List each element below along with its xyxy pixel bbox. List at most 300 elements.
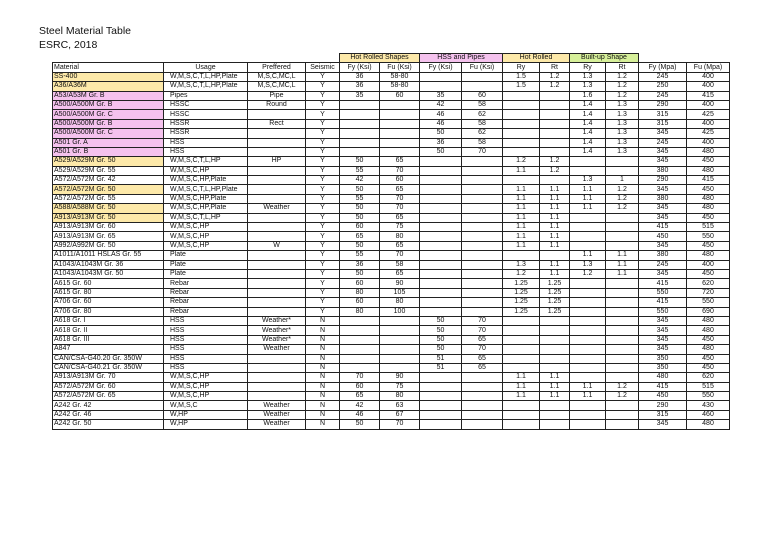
cell-hr-rt: 1.2 (540, 82, 570, 91)
cell-hot-fy-ksi: 50 (340, 269, 380, 278)
col-header-hss-fu-ksi: Fu (Ksi) (462, 63, 503, 72)
cell-bu-rt: 1.3 (606, 147, 639, 156)
cell-fu-mpa: 400 (687, 119, 730, 128)
table-row (53, 232, 730, 241)
cell-hr-rt (540, 420, 570, 429)
cell-hr-ry (503, 119, 540, 128)
cell-preferred: Weather* (248, 316, 306, 325)
cell-material: A706 Gr. 80 (53, 307, 164, 316)
cell-hss-fy-ksi (420, 213, 462, 222)
cell-bu-rt (606, 326, 639, 335)
cell-usage: W,HP (164, 410, 248, 419)
cell-hr-ry: 1.25 (503, 288, 540, 297)
cell-bu-rt (606, 213, 639, 222)
cell-preferred (248, 260, 306, 269)
col-header-seismic: Seismic (306, 63, 340, 72)
cell-material: A500/A500M Gr. B (53, 100, 164, 109)
cell-seismic: Y (306, 279, 340, 288)
cell-fu-mpa: 450 (687, 213, 730, 222)
cell-hr-ry: 1.25 (503, 279, 540, 288)
cell-hr-ry: 1.1 (503, 241, 540, 250)
cell-hss-fy-ksi: 50 (420, 129, 462, 138)
cell-material: A847 (53, 345, 164, 354)
table-row (53, 279, 730, 288)
cell-hot-fu-ksi: 70 (380, 251, 420, 260)
cell-hot-fy-ksi: 36 (340, 72, 380, 81)
cell-seismic: Y (306, 269, 340, 278)
cell-hot-fy-ksi: 36 (340, 82, 380, 91)
cell-bu-ry (570, 166, 606, 175)
cell-hss-fu-ksi (462, 82, 503, 91)
cell-hr-ry (503, 420, 540, 429)
cell-hr-ry: 1.1 (503, 185, 540, 194)
cell-hr-ry: 1.5 (503, 72, 540, 81)
cell-hot-fy-ksi: 50 (340, 157, 380, 166)
cell-hss-fy-ksi (420, 420, 462, 429)
cell-seismic: N (306, 345, 340, 354)
cell-fy-mpa: 345 (639, 213, 687, 222)
cell-preferred: Weather (248, 420, 306, 429)
table-row (53, 326, 730, 335)
cell-hss-fy-ksi (420, 307, 462, 316)
cell-fy-mpa: 550 (639, 288, 687, 297)
cell-hot-fu-ksi: 67 (380, 410, 420, 419)
cell-hot-fy-ksi: 65 (340, 392, 380, 401)
cell-preferred: Round (248, 100, 306, 109)
cell-hot-fy-ksi (340, 119, 380, 128)
cell-usage: Rebar (164, 298, 248, 307)
cell-hot-fu-ksi (380, 316, 420, 325)
cell-hss-fy-ksi: 50 (420, 345, 462, 354)
table-row (53, 176, 730, 185)
cell-hss-fu-ksi (462, 420, 503, 429)
cell-material: A913/A913M Gr. 70 (53, 373, 164, 382)
cell-hr-ry: 1.1 (503, 213, 540, 222)
cell-hr-rt: 1.1 (540, 232, 570, 241)
table-row (53, 194, 730, 203)
cell-material: A572/A572M Gr. 55 (53, 194, 164, 203)
cell-hss-fy-ksi (420, 204, 462, 213)
cell-hss-fy-ksi (420, 288, 462, 297)
cell-bu-ry (570, 241, 606, 250)
cell-fu-mpa: 450 (687, 269, 730, 278)
cell-hr-ry (503, 354, 540, 363)
cell-fu-mpa: 480 (687, 147, 730, 156)
cell-preferred: Weather* (248, 326, 306, 335)
cell-usage: W,M,S,C,T,L,HP (164, 213, 248, 222)
cell-bu-rt (606, 166, 639, 175)
cell-seismic: N (306, 392, 340, 401)
cell-fy-mpa: 345 (639, 326, 687, 335)
cell-material: CAN/CSA-G40.20 Gr. 350W (53, 354, 164, 363)
cell-preferred (248, 373, 306, 382)
cell-hr-rt (540, 91, 570, 100)
cell-preferred (248, 129, 306, 138)
cell-preferred: Pipe (248, 91, 306, 100)
cell-usage: Pipes (164, 91, 248, 100)
cell-bu-ry (570, 410, 606, 419)
cell-hr-ry: 1.3 (503, 260, 540, 269)
col-header-hot-fu-ksi: Fu (Ksi) (380, 63, 420, 72)
cell-seismic: N (306, 354, 340, 363)
cell-hr-rt: 1.25 (540, 307, 570, 316)
table-row (53, 110, 730, 119)
cell-fu-mpa: 690 (687, 307, 730, 316)
cell-fu-mpa: 550 (687, 298, 730, 307)
cell-fy-mpa: 315 (639, 410, 687, 419)
cell-hot-fu-ksi (380, 110, 420, 119)
cell-usage: W,M,S,C,HP (164, 232, 248, 241)
cell-seismic: Y (306, 157, 340, 166)
table-row (53, 354, 730, 363)
cell-seismic: Y (306, 223, 340, 232)
cell-hot-fy-ksi (340, 147, 380, 156)
cell-bu-ry: 1.1 (570, 392, 606, 401)
cell-fy-mpa: 245 (639, 72, 687, 81)
cell-hot-fu-ksi (380, 345, 420, 354)
cell-hot-fu-ksi (380, 138, 420, 147)
cell-hss-fu-ksi: 65 (462, 363, 503, 372)
cell-hr-rt: 1.2 (540, 72, 570, 81)
cell-bu-ry: 1.1 (570, 382, 606, 391)
cell-fu-mpa: 425 (687, 110, 730, 119)
cell-seismic: Y (306, 298, 340, 307)
cell-hr-rt (540, 138, 570, 147)
cell-material: A1043/A1043M Gr. 50 (53, 269, 164, 278)
cell-fu-mpa: 450 (687, 185, 730, 194)
cell-hot-fy-ksi (340, 354, 380, 363)
cell-bu-rt: 1.2 (606, 185, 639, 194)
cell-hot-fy-ksi: 36 (340, 260, 380, 269)
cell-hot-fu-ksi: 70 (380, 166, 420, 175)
cell-hr-rt: 1.1 (540, 373, 570, 382)
cell-hss-fy-ksi (420, 185, 462, 194)
cell-bu-ry: 1.4 (570, 147, 606, 156)
cell-bu-ry: 1.4 (570, 100, 606, 109)
cell-hr-rt (540, 176, 570, 185)
cell-hot-fu-ksi: 58-80 (380, 72, 420, 81)
cell-seismic: Y (306, 91, 340, 100)
cell-fy-mpa: 550 (639, 307, 687, 316)
cell-preferred (248, 147, 306, 156)
cell-hot-fu-ksi (380, 354, 420, 363)
cell-hot-fu-ksi: 65 (380, 185, 420, 194)
cell-hot-fu-ksi (380, 147, 420, 156)
cell-fy-mpa: 345 (639, 129, 687, 138)
cell-hot-fy-ksi (340, 335, 380, 344)
table-row (53, 307, 730, 316)
table-row (53, 316, 730, 325)
cell-hss-fy-ksi (420, 279, 462, 288)
cell-bu-rt (606, 241, 639, 250)
group-built-up-shape: Built-up Shape (570, 54, 639, 63)
cell-preferred: Weather (248, 345, 306, 354)
cell-preferred: M,S,C,MC,L (248, 82, 306, 91)
cell-bu-ry (570, 213, 606, 222)
cell-fy-mpa: 345 (639, 316, 687, 325)
cell-fy-mpa: 415 (639, 298, 687, 307)
cell-hot-fu-ksi: 105 (380, 288, 420, 297)
cell-seismic: Y (306, 251, 340, 260)
cell-hss-fu-ksi (462, 307, 503, 316)
cell-seismic: N (306, 410, 340, 419)
cell-fu-mpa: 480 (687, 420, 730, 429)
col-header-preferred: Preffered (248, 63, 306, 72)
cell-usage: HSS (164, 345, 248, 354)
cell-preferred (248, 392, 306, 401)
cell-hr-rt (540, 316, 570, 325)
steel-material-table (52, 53, 730, 430)
cell-bu-ry (570, 363, 606, 372)
cell-usage: W,HP (164, 420, 248, 429)
cell-hr-rt: 1.1 (540, 223, 570, 232)
cell-fy-mpa: 380 (639, 166, 687, 175)
cell-bu-ry: 1.3 (570, 176, 606, 185)
cell-hss-fu-ksi (462, 279, 503, 288)
cell-bu-ry: 1.3 (570, 260, 606, 269)
cell-fu-mpa: 720 (687, 288, 730, 297)
cell-hot-fy-ksi: 55 (340, 166, 380, 175)
cell-hss-fy-ksi (420, 157, 462, 166)
cell-fy-mpa: 450 (639, 392, 687, 401)
cell-hot-fy-ksi: 70 (340, 373, 380, 382)
col-header-bu-rt: Rt (606, 63, 639, 72)
cell-usage: HSS (164, 147, 248, 156)
cell-preferred (248, 269, 306, 278)
cell-bu-rt (606, 373, 639, 382)
cell-preferred (248, 232, 306, 241)
cell-bu-ry: 1.4 (570, 138, 606, 147)
cell-hss-fu-ksi (462, 298, 503, 307)
cell-fu-mpa: 415 (687, 91, 730, 100)
cell-hss-fy-ksi: 46 (420, 110, 462, 119)
cell-usage: W,M,S,C,T,L,HP,Plate (164, 82, 248, 91)
cell-hr-rt: 1.1 (540, 269, 570, 278)
cell-hr-ry: 1.25 (503, 298, 540, 307)
cell-usage: HSSC (164, 110, 248, 119)
cell-bu-ry (570, 307, 606, 316)
cell-bu-rt: 1.2 (606, 392, 639, 401)
cell-fy-mpa: 380 (639, 251, 687, 260)
cell-fy-mpa: 380 (639, 194, 687, 203)
cell-fy-mpa: 245 (639, 138, 687, 147)
cell-usage: HSSR (164, 119, 248, 128)
cell-hss-fu-ksi (462, 72, 503, 81)
cell-material: A992/A992M Gr. 50 (53, 241, 164, 250)
cell-fu-mpa: 480 (687, 251, 730, 260)
cell-fu-mpa: 425 (687, 129, 730, 138)
col-header-hr-rt: Rt (540, 63, 570, 72)
cell-seismic: N (306, 326, 340, 335)
cell-hr-rt (540, 354, 570, 363)
cell-hr-ry: 1.2 (503, 157, 540, 166)
cell-fu-mpa: 450 (687, 157, 730, 166)
cell-hr-rt (540, 129, 570, 138)
cell-fy-mpa: 345 (639, 185, 687, 194)
cell-fy-mpa: 245 (639, 91, 687, 100)
cell-usage: Plate (164, 260, 248, 269)
cell-usage: Plate (164, 269, 248, 278)
cell-preferred (248, 279, 306, 288)
cell-fy-mpa: 415 (639, 279, 687, 288)
cell-hot-fy-ksi: 50 (340, 185, 380, 194)
cell-hot-fy-ksi: 50 (340, 420, 380, 429)
cell-usage: W,M,S,C,HP (164, 382, 248, 391)
cell-hss-fy-ksi (420, 373, 462, 382)
cell-seismic: N (306, 401, 340, 410)
cell-hr-ry (503, 401, 540, 410)
cell-preferred (248, 382, 306, 391)
cell-hss-fu-ksi (462, 157, 503, 166)
cell-hss-fu-ksi: 58 (462, 138, 503, 147)
cell-hot-fy-ksi (340, 345, 380, 354)
cell-preferred: W (248, 241, 306, 250)
column-header-row (53, 63, 730, 72)
cell-usage: W,M,S,C,HP (164, 392, 248, 401)
table-row (53, 138, 730, 147)
cell-usage: HSS (164, 138, 248, 147)
cell-hot-fu-ksi: 80 (380, 298, 420, 307)
cell-bu-ry: 1.4 (570, 110, 606, 119)
cell-fy-mpa: 480 (639, 373, 687, 382)
cell-seismic: N (306, 363, 340, 372)
cell-hot-fu-ksi: 100 (380, 307, 420, 316)
cell-fu-mpa: 515 (687, 382, 730, 391)
cell-hr-rt: 1.1 (540, 213, 570, 222)
cell-hot-fu-ksi: 75 (380, 382, 420, 391)
cell-hot-fu-ksi: 90 (380, 279, 420, 288)
cell-usage: W,M,S,C,T,L,HP,Plate (164, 185, 248, 194)
cell-fu-mpa: 450 (687, 335, 730, 344)
cell-seismic: N (306, 382, 340, 391)
cell-bu-ry (570, 420, 606, 429)
cell-hr-ry (503, 91, 540, 100)
col-header-usage: Usage (164, 63, 248, 72)
cell-material: A501 Gr. B (53, 147, 164, 156)
table-row (53, 288, 730, 297)
cell-hr-ry: 1.5 (503, 82, 540, 91)
cell-fu-mpa: 400 (687, 72, 730, 81)
table-row (53, 166, 730, 175)
cell-hss-fu-ksi: 70 (462, 316, 503, 325)
cell-material: A1043/A1043M Gr. 36 (53, 260, 164, 269)
cell-hot-fy-ksi (340, 138, 380, 147)
cell-hr-ry (503, 316, 540, 325)
cell-hss-fu-ksi (462, 392, 503, 401)
cell-hss-fy-ksi (420, 298, 462, 307)
cell-usage: W,M,S,C,HP (164, 223, 248, 232)
cell-hot-fu-ksi: 90 (380, 373, 420, 382)
cell-bu-ry: 1.4 (570, 119, 606, 128)
cell-preferred: M,S,C,MC,L (248, 72, 306, 81)
table-row (53, 129, 730, 138)
table-row (53, 157, 730, 166)
cell-seismic: Y (306, 185, 340, 194)
cell-preferred: Weather (248, 204, 306, 213)
cell-hr-rt: 1.1 (540, 185, 570, 194)
cell-hss-fy-ksi: 46 (420, 119, 462, 128)
cell-fy-mpa: 345 (639, 420, 687, 429)
cell-fu-mpa: 450 (687, 354, 730, 363)
cell-hss-fy-ksi (420, 72, 462, 81)
cell-bu-ry (570, 279, 606, 288)
cell-hot-fu-ksi: 80 (380, 232, 420, 241)
cell-fy-mpa: 345 (639, 147, 687, 156)
cell-fy-mpa: 345 (639, 157, 687, 166)
cell-usage: Plate (164, 251, 248, 260)
cell-bu-ry: 1.1 (570, 251, 606, 260)
cell-usage: HSS (164, 335, 248, 344)
cell-hot-fu-ksi: 65 (380, 213, 420, 222)
cell-bu-ry (570, 326, 606, 335)
cell-hr-ry: 1.1 (503, 392, 540, 401)
table-row (53, 260, 730, 269)
document-subtitle: ESRC, 2018 (39, 39, 98, 51)
cell-bu-rt (606, 345, 639, 354)
cell-bu-rt: 1.2 (606, 82, 639, 91)
cell-bu-ry: 1.1 (570, 204, 606, 213)
cell-hr-ry: 1.1 (503, 204, 540, 213)
cell-material: A615 Gr. 60 (53, 279, 164, 288)
cell-bu-rt: 1.3 (606, 138, 639, 147)
cell-hss-fu-ksi: 65 (462, 335, 503, 344)
table-row (53, 213, 730, 222)
group-hot-rolled-shapes: Hot Rolled Shapes (340, 54, 420, 63)
cell-material: A572/A572M Gr. 50 (53, 185, 164, 194)
cell-hss-fy-ksi: 50 (420, 147, 462, 156)
cell-seismic: Y (306, 288, 340, 297)
cell-hss-fy-ksi: 50 (420, 326, 462, 335)
cell-material: SS-400 (53, 72, 164, 81)
cell-hss-fy-ksi: 35 (420, 91, 462, 100)
cell-hss-fy-ksi (420, 401, 462, 410)
table-row (53, 373, 730, 382)
cell-seismic: Y (306, 213, 340, 222)
cell-usage: W,M,S,C,HP (164, 166, 248, 175)
cell-fu-mpa: 480 (687, 326, 730, 335)
cell-material: A501 Gr. A (53, 138, 164, 147)
col-header-fy-mpa: Fy (Mpa) (639, 63, 687, 72)
cell-hr-ry (503, 110, 540, 119)
group-hot-rolled: Hot Rolled (503, 54, 570, 63)
cell-bu-rt (606, 298, 639, 307)
cell-bu-rt: 1.3 (606, 110, 639, 119)
cell-hr-ry: 1.1 (503, 382, 540, 391)
cell-hr-ry (503, 129, 540, 138)
table-row (53, 363, 730, 372)
cell-bu-ry (570, 232, 606, 241)
cell-bu-rt: 1.1 (606, 269, 639, 278)
cell-hot-fy-ksi: 60 (340, 382, 380, 391)
cell-hss-fu-ksi (462, 401, 503, 410)
cell-hot-fu-ksi: 63 (380, 401, 420, 410)
cell-bu-rt (606, 223, 639, 232)
cell-hot-fy-ksi: 60 (340, 298, 380, 307)
cell-hss-fu-ksi: 70 (462, 147, 503, 156)
cell-hot-fu-ksi: 70 (380, 194, 420, 203)
cell-fy-mpa: 290 (639, 401, 687, 410)
col-header-hr-ry: Ry (503, 63, 540, 72)
cell-seismic: Y (306, 129, 340, 138)
cell-hr-ry: 1.1 (503, 373, 540, 382)
cell-hss-fy-ksi: 50 (420, 316, 462, 325)
cell-hss-fu-ksi (462, 373, 503, 382)
cell-seismic: N (306, 335, 340, 344)
cell-hot-fy-ksi: 50 (340, 241, 380, 250)
cell-hss-fu-ksi (462, 241, 503, 250)
cell-bu-rt (606, 316, 639, 325)
cell-hr-rt (540, 100, 570, 109)
